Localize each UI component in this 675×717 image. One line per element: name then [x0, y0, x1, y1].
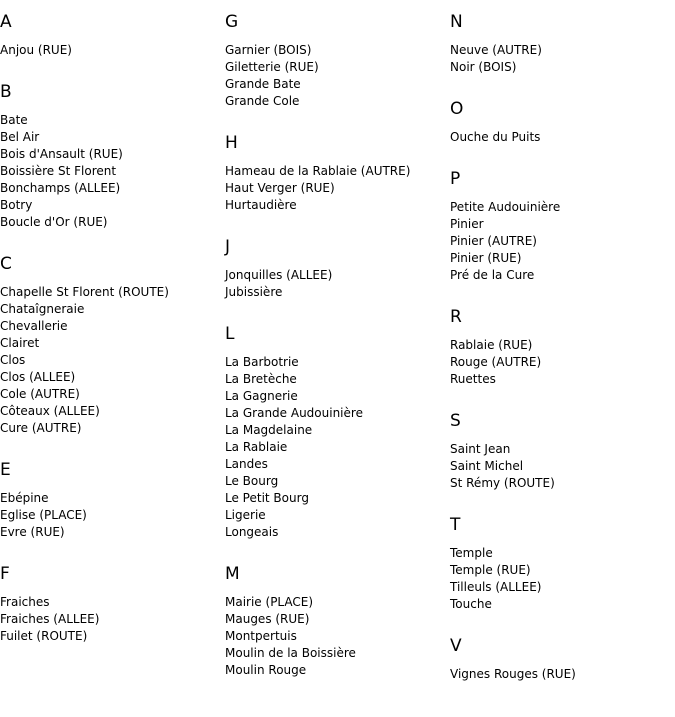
letter-section-b — [0, 70, 225, 242]
street-name-item: Rablaie (RUE) — [450, 338, 533, 352]
street-list — [0, 274, 225, 448]
street-list — [225, 32, 450, 121]
street-name-item: Pinier — [450, 217, 484, 231]
street-name-item: Clos — [0, 353, 26, 367]
street-name-item: Boissière St Florent — [0, 164, 117, 178]
street-name-item: Bate — [0, 113, 28, 127]
letter-heading: N — [450, 12, 463, 32]
index-column-3 — [450, 0, 675, 694]
street-list — [225, 584, 450, 690]
street-name-item: Evre (RUE) — [0, 525, 65, 539]
street-name-item: Temple (RUE) — [450, 563, 531, 577]
street-name-item: Cure (AUTRE) — [0, 421, 82, 435]
letter-section-m — [225, 552, 450, 690]
street-name-item: La Magdelaine — [225, 423, 313, 437]
letter-section-l — [225, 312, 450, 552]
letter-heading: T — [450, 515, 461, 535]
letter-heading: R — [450, 307, 462, 327]
street-name-item: Moulin Rouge — [225, 663, 307, 677]
street-list — [450, 431, 675, 503]
street-name-item: Cole (AUTRE) — [0, 387, 80, 401]
letter-section-c — [0, 242, 225, 448]
letter-section-g — [225, 0, 450, 121]
street-name-item: Fuilet (ROUTE) — [0, 629, 88, 643]
street-name-item: Pinier (RUE) — [450, 251, 522, 265]
letter-section-f — [0, 552, 225, 656]
street-name-item: Côteaux (ALLEE) — [0, 404, 100, 418]
street-name-item: Rouge (AUTRE) — [450, 355, 542, 369]
street-name-item: La Gagnerie — [225, 389, 298, 403]
street-name-item: Ruettes — [450, 372, 496, 386]
index-column-2 — [225, 0, 450, 690]
street-name-item: Jubissière — [225, 285, 283, 299]
street-name-item: Saint Michel — [450, 459, 524, 473]
letter-section-v — [450, 624, 675, 694]
street-name-item: Le Petit Bourg — [225, 491, 309, 505]
street-list — [450, 327, 675, 399]
letter-heading: P — [450, 169, 461, 189]
street-name-item: La Grande Audouinière — [225, 406, 363, 420]
street-name-item: Saint Jean — [450, 442, 511, 456]
street-name-item: Fraiches — [0, 595, 50, 609]
street-name-item: Haut Verger (RUE) — [225, 181, 335, 195]
street-name-item: Temple — [450, 546, 493, 560]
street-name-item: Le Bourg — [225, 474, 279, 488]
street-list — [0, 480, 225, 552]
street-name-item: Botry — [0, 198, 33, 212]
letter-heading: S — [450, 411, 461, 431]
street-name-item: Longeais — [225, 525, 279, 539]
street-name-item: Pré de la Cure — [450, 268, 535, 282]
street-name-item: Eglise (PLACE) — [0, 508, 87, 522]
letter-heading: O — [450, 99, 464, 119]
street-list — [0, 32, 225, 70]
letter-section-r — [450, 295, 675, 399]
street-name-item: St Rémy (ROUTE) — [450, 476, 555, 490]
street-name-item: Chapelle St Florent (ROUTE) — [0, 285, 169, 299]
street-name-item: Ligerie — [225, 508, 266, 522]
street-list — [225, 344, 450, 552]
street-name-item: Clos (ALLEE) — [0, 370, 76, 384]
index-column-1 — [0, 0, 225, 656]
letter-heading: F — [0, 564, 10, 584]
letter-section-j — [225, 225, 450, 312]
street-name-item: Mairie (PLACE) — [225, 595, 314, 609]
street-name-item: Grande Cole — [225, 94, 300, 108]
street-name-item: Neuve (AUTRE) — [450, 43, 542, 57]
street-name-item: Ouche du Puits — [450, 130, 541, 144]
street-name-item: La Barbotrie — [225, 355, 299, 369]
letter-heading: C — [0, 254, 12, 274]
street-name-item: Hurtaudière — [225, 198, 297, 212]
street-name-item: Chataîgneraie — [0, 302, 85, 316]
street-name-item: Moulin de la Boissière — [225, 646, 356, 660]
street-name-item: Jonquilles (ALLEE) — [225, 268, 333, 282]
letter-section-o — [450, 87, 675, 157]
letter-heading: J — [225, 237, 231, 257]
letter-section-p — [450, 157, 675, 295]
street-name-item: Mauges (RUE) — [225, 612, 310, 626]
letter-section-e — [0, 448, 225, 552]
letter-heading: B — [0, 82, 12, 102]
letter-heading: E — [0, 460, 11, 480]
street-name-item: Boucle d'Or (RUE) — [0, 215, 108, 229]
letter-section-n — [450, 0, 675, 87]
street-name-item: Bonchamps (ALLEE) — [0, 181, 121, 195]
letter-section-s — [450, 399, 675, 503]
letter-heading: L — [225, 324, 235, 344]
letter-heading: A — [0, 12, 12, 32]
street-list — [225, 257, 450, 312]
letter-section-h — [225, 121, 450, 225]
letter-heading: H — [225, 133, 238, 153]
street-name-item: Fraiches (ALLEE) — [0, 612, 100, 626]
street-list — [450, 535, 675, 624]
street-name-item: Vignes Rouges (RUE) — [450, 667, 576, 681]
street-name-item: Landes — [225, 457, 268, 471]
street-name-item: Touche — [450, 597, 492, 611]
street-name-item: La Bretèche — [225, 372, 297, 386]
letter-section-t — [450, 503, 675, 624]
street-name-item: Noir (BOIS) — [450, 60, 517, 74]
street-name-item: Chevallerie — [0, 319, 68, 333]
letter-section-a — [0, 0, 225, 70]
street-name-item: Giletterie (RUE) — [225, 60, 319, 74]
street-list — [450, 656, 675, 694]
street-list — [450, 189, 675, 295]
street-list — [450, 32, 675, 87]
street-name-item: La Rablaie — [225, 440, 288, 454]
street-name-item: Garnier (BOIS) — [225, 43, 312, 57]
street-list — [0, 102, 225, 242]
street-list — [225, 153, 450, 225]
street-name-item: Clairet — [0, 336, 40, 350]
street-name-item: Montpertuis — [225, 629, 297, 643]
letter-heading: M — [225, 564, 240, 584]
street-name-item: Pinier (AUTRE) — [450, 234, 537, 248]
street-name-item: Grande Bate — [225, 77, 301, 91]
street-list — [450, 119, 675, 157]
street-name-item: Tilleuls (ALLEE) — [450, 580, 542, 594]
street-name-item: Petite Audouinière — [450, 200, 561, 214]
letter-heading: V — [450, 636, 462, 656]
street-name-item: Bel Air — [0, 130, 40, 144]
street-name-item: Ebépine — [0, 491, 49, 505]
letter-heading: G — [225, 12, 239, 32]
street-name-item: Bois d'Ansault (RUE) — [0, 147, 123, 161]
street-list — [0, 584, 225, 656]
street-name-item: Anjou (RUE) — [0, 43, 72, 57]
street-name-item: Hameau de la Rablaie (AUTRE) — [225, 164, 411, 178]
